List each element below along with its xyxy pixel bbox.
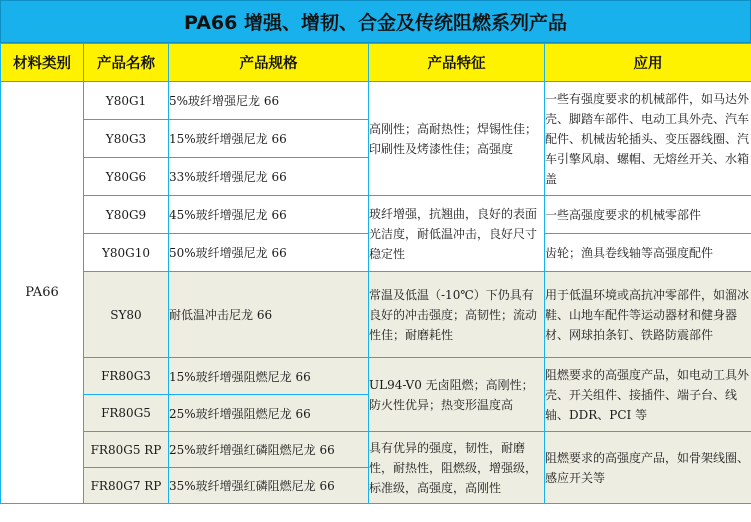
product-table xyxy=(0,43,751,504)
product-features-cell: 常温及低温（-10℃）下仍具有良好的冲击强度；高韧性；流动性佳；耐磨耗性 xyxy=(369,272,545,358)
table-row xyxy=(1,432,751,468)
product-name-cell: Y80G9 xyxy=(84,196,169,234)
product-name-cell: FR80G5 RP xyxy=(84,432,169,468)
product-spec-cell: 耐低温冲击尼龙 66 xyxy=(169,272,369,358)
product-name-cell: FR80G3 xyxy=(84,358,169,395)
table-title: PA66 增强、增韧、合金及传统阻燃系列产品 xyxy=(0,0,751,43)
product-spec-cell: 33%玻纤增强尼龙 66 xyxy=(169,158,369,196)
product-features-cell: 玻纤增强，抗翘曲，良好的表面光洁度，耐低温冲击，良好尺寸稳定性 xyxy=(369,196,545,272)
application-cell: 阻燃要求的高强度产品，如骨架线圈、感应开关等 xyxy=(545,432,751,504)
application-cell: 一些高强度要求的机械零部件 xyxy=(545,196,751,234)
category-cell: PA66 xyxy=(1,82,84,504)
product-features-cell: 高刚性；高耐热性；焊锡性佳；印刷性及烤漆性佳；高强度 xyxy=(369,82,545,196)
product-name-cell: FR80G7 RP xyxy=(84,468,169,504)
column-header-spec: 产品规格 xyxy=(169,44,369,82)
product-spec-cell: 45%玻纤增强尼龙 66 xyxy=(169,196,369,234)
product-name-cell: Y80G6 xyxy=(84,158,169,196)
product-name-cell: Y80G1 xyxy=(84,82,169,120)
product-features-cell: 具有优异的强度，韧性，耐磨性，耐热性，阻燃级，增强级，标准级，高强度，高刚性 xyxy=(369,432,545,504)
product-name-cell: SY80 xyxy=(84,272,169,358)
product-spec-cell: 5%玻纤增强尼龙 66 xyxy=(169,82,369,120)
product-spec-cell: 25%玻纤增强红磷阻燃尼龙 66 xyxy=(169,432,369,468)
product-spec-cell: 50%玻纤增强尼龙 66 xyxy=(169,234,369,272)
header-row xyxy=(1,44,751,82)
application-cell: 用于低温环境或高抗冲零部件，如溜冰鞋、山地车配件等运动器材和健身器材、网球拍条钉、铁路防震部件 xyxy=(545,272,751,358)
application-cell: 阻燃要求的高强度产品，如电动工具外壳、开关组件、接插件、端子台、线轴、DDR、PCI 等 xyxy=(545,358,751,432)
column-header-features: 产品特征 xyxy=(369,44,545,82)
column-header-name: 产品名称 xyxy=(84,44,169,82)
product-features-cell: UL94-V0 无卤阻燃；高刚性；防火性优异；热变形温度高 xyxy=(369,358,545,432)
product-spec-cell: 35%玻纤增强红磷阻燃尼龙 66 xyxy=(169,468,369,504)
product-name-cell: Y80G3 xyxy=(84,120,169,158)
product-name-cell: FR80G5 xyxy=(84,395,169,432)
application-cell: 齿轮；渔具卷线轴等高强度配件 xyxy=(545,234,751,272)
table-row xyxy=(1,272,751,358)
column-header-category: 材料类别 xyxy=(1,44,84,82)
product-spec-cell: 15%玻纤增强尼龙 66 xyxy=(169,120,369,158)
column-header-application: 应用 xyxy=(545,44,751,82)
table-row xyxy=(1,358,751,395)
product-name-cell: Y80G10 xyxy=(84,234,169,272)
table-row xyxy=(1,196,751,234)
product-spec-cell: 15%玻纤增强阻燃尼龙 66 xyxy=(169,358,369,395)
product-spec-cell: 25%玻纤增强阻燃尼龙 66 xyxy=(169,395,369,432)
table-row xyxy=(1,82,751,120)
application-cell: 一些有强度要求的机械部件，如马达外壳、脚踏车部件、电动工具外壳、汽车配件、机械齿轮插头、变压器线圈、汽车引擎风扇、螺帽、无熔丝开关、水箱盖 xyxy=(545,82,751,196)
